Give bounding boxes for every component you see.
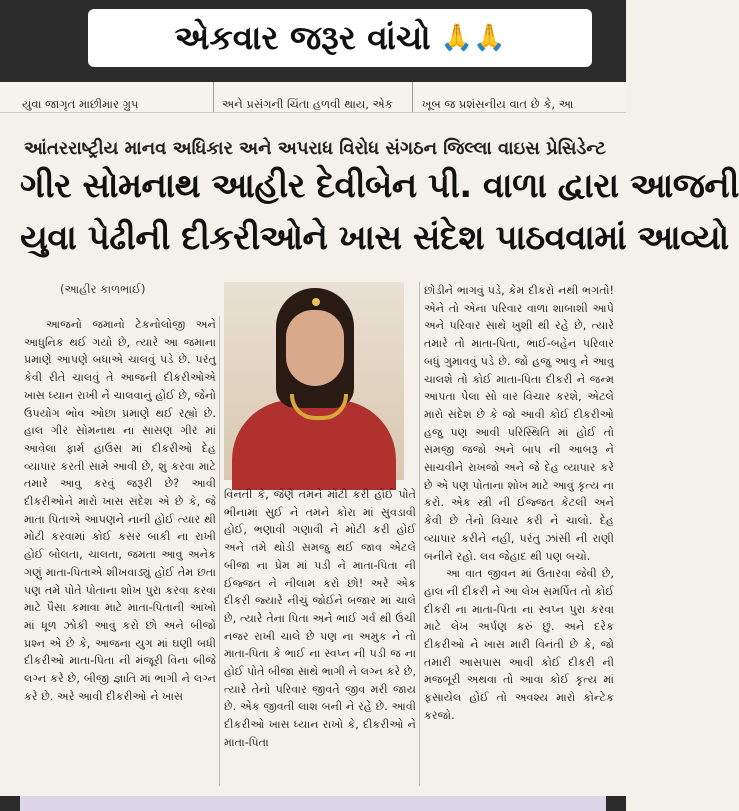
byline: (આહીર કાળભાઈ) (60, 282, 146, 296)
bottom-edge (0, 796, 626, 811)
column-divider (219, 316, 220, 786)
author-photo (224, 282, 404, 480)
headline-line-1: ગીર સોમનાથ આહીર દેવીબેન પી. વાળા દ્વારા આજની (20, 166, 739, 206)
article-column-1 (24, 316, 216, 705)
previous-article-strip (0, 82, 626, 113)
article-paragraph: આજનો જમાનો ટેકનોલોજી અને આધુનિક થઈ ગયો છે, ત્યારે આ જમાના પ્રમાણે આપણે બધાએ ચાલવું પડે છે. પરંતુ કેવી રીતે ચાલવું તે આજની દીકરીઓએ ખાસ ધ્યાન રાખી ને ચાલવાનું હોઈ છે, જેનો ઉપયોગ ભોવ ઓછા પ્રમાણે થઈ રહ્યો છે. હાલ ગીર સોમનાથ ના સાસણ ગીર માં આવેલા ફાર્મ હાઉસ માં દીકરીઓ દેહ વ્યાપાર કરતી સામે આવી છે, શું કરવા માટે તમારે આવુ કરવું જરૂરી છે? આવી દીકરીઓને મારો ખાસ સંદેશ એ છે કે, જે માતા પિતાએ આપણને નાની હોઈ ત્યાર થી મોટી કરવામાં કોઈ કસર બાકી ના રાખી હોઈ બોલતા, ચાલતા, જમતા આવુ અનેક ગણું માતા-પિતાએ શીખવાડ્યું હોઈ તેમ છતા પણ તમે પોતે પોતાના શોખ પુરા કરવા કરવા માટે પૈસા કમાવા માટે માતા-પિતાની આંખો માં ધૂળ ઝોકી આવું કરો છો અને બીજો પ્રશ્ન એ છે કે, આજના યુગ માં ઘણી બધી દીકરીઓ માતા-પિતા ની મંજૂરી વિના બીજે લગ્ન કરે છે, બીજી જ્ઞાતિ માં ભાગી ને લગ્ન કરે છે. અરે આવી દીકરીઓ ને ખાસ (24, 318, 216, 703)
article-kicker: આંતરરાષ્ટ્રીય માનવ અધિકાર અને અપરાધ વિરોધ સંગઠન જિલ્લા વાઇસ પ્રેસિડેન્ટ (24, 138, 606, 159)
column-divider (419, 282, 420, 786)
banner-title: એકવાર જરૂર વાંચો (174, 18, 431, 57)
prev-strip-col1: યુવા જાગૃત માછીમાર ગ્રુપ (22, 97, 139, 111)
photo-face (286, 310, 344, 386)
folded-hands-icon: 🙏🙏 (440, 23, 506, 53)
column-divider (412, 82, 413, 112)
article-column-3 (424, 282, 614, 725)
bottom-box-edge (20, 796, 606, 811)
prev-strip-col3: ખૂબ જ પ્રશંસનીય વાત છે કે, આ (422, 97, 574, 111)
headline-line-2: યુવા પેઢીની દીકરીઓને ખાસ સંદેશ પાઠવવામાં આવ્યો (20, 218, 729, 258)
article-paragraph: આ વાત જીવન માં ઉતારવા જેવી છે, હાલ ની દીકરી ને આ લેખ સમર્પિત તો કોઈ દીકરી ના માતા-પિતા ના સ્વપ્ન પુરા કરવા માટે લેખ અર્પણ કરું છું. અને દરેક દીકરીઓ ને ખાસ મારી વિનંતી છે કે, જો તમારી આસપાસ આવી કોઈ દીકરી ની મજબૂરી અથવા તો આવા કોઈ કૃત્ય માં ફસાયેલ હોઈ તો અવશ્ય મારો કોન્ટેક કરજો. (424, 567, 614, 722)
article-paragraph: વિનંતી કે, જેણે તમને મોટી કરી હોઈ પોતે ભીનામાં સુઈ ને તમને કોરા માં સુવડાવી હોઈ, ભણાવી ગણાવી ને મોટી કરી હોઈ અને તમે થોડી સમજુ થઈ જાવ એટલે બીજા ના પ્રેમ માં પડી ને માતા-પિતા ની ઈજ્જત ને નીલામ કરો છો! અરે એક દીકરી જ્યારે નીચું જોઈને બજાર માં ચાલે છે, ત્યારે તેના પિતા અને ભાઈ ગર્વ થી ઉંચી નજર રાખી ચાલે છે પણ ના અમુક ને તો માતા-પિતા કે ભાઈ ના સ્વપ્ન ની પડી જ ના હોઈ પોતે બીજા સાથે ભાગી ને લગ્ન કરે છે, ત્યારે તેનો પરિવાર જીવતે જીવ મરી જાય છે. એક જીવતી લાશ બની ને રહે છે. આવી દીકરીઓ ખાસ ધ્યાન રાખો કે, દીકરીઓ ને માતા-પિતા (224, 488, 416, 749)
article-column-2 (224, 486, 416, 752)
prev-strip-col2: અને પ્રસંગની ચિંતા હળવી થાય, એક (222, 97, 393, 111)
top-banner (0, 0, 626, 82)
column-divider (213, 82, 214, 112)
article-paragraph: છોડીને ભાગવું પડે, કેમ દીકરો નથી ભગતો! એને તો એના પરિવાર વાળા શાબાશી આપે અને પરિવાર સાથે ખુશી થી રહે છે, ત્યારે તમારે તો માતા-પિતા, ભાઈ-બહેન પરિવાર બધું ગુમાવવું પડે છે. જો હજુ આવુ ને આવુ ચાલશે તો કોઈ માતા-પિતા દીકરી ને જન્મ આપતા પેલા સો વાર વિચાર કરશે, એટલે મારો સંદેશ છે કે જો આવી કોઈ દીકરીઓ હજુ પણ આવી પરિસ્થિતિ માં હોઈ તો સમજી જજો અને બાપ ની આબરૂ ને સાચવીને રાખજો અને જે દેહ વ્યાપાર કરે છે એ પણ પોતાના શોખ માટે આવું કૃત્ય ના કરો. એક સ્ત્રી ની ઈજ્જત કેટલી અને કેવી છે તેનો વિચાર કરી ને ચાલો. દેહ વ્યાપાર કરીને નહીં, પરંતુ ઝાંસી ની રાણી બનીને રહો. લવ જેહાદ થી પણ બચો. (424, 284, 614, 563)
banner-box (88, 9, 592, 67)
photo-ornament (312, 298, 320, 306)
